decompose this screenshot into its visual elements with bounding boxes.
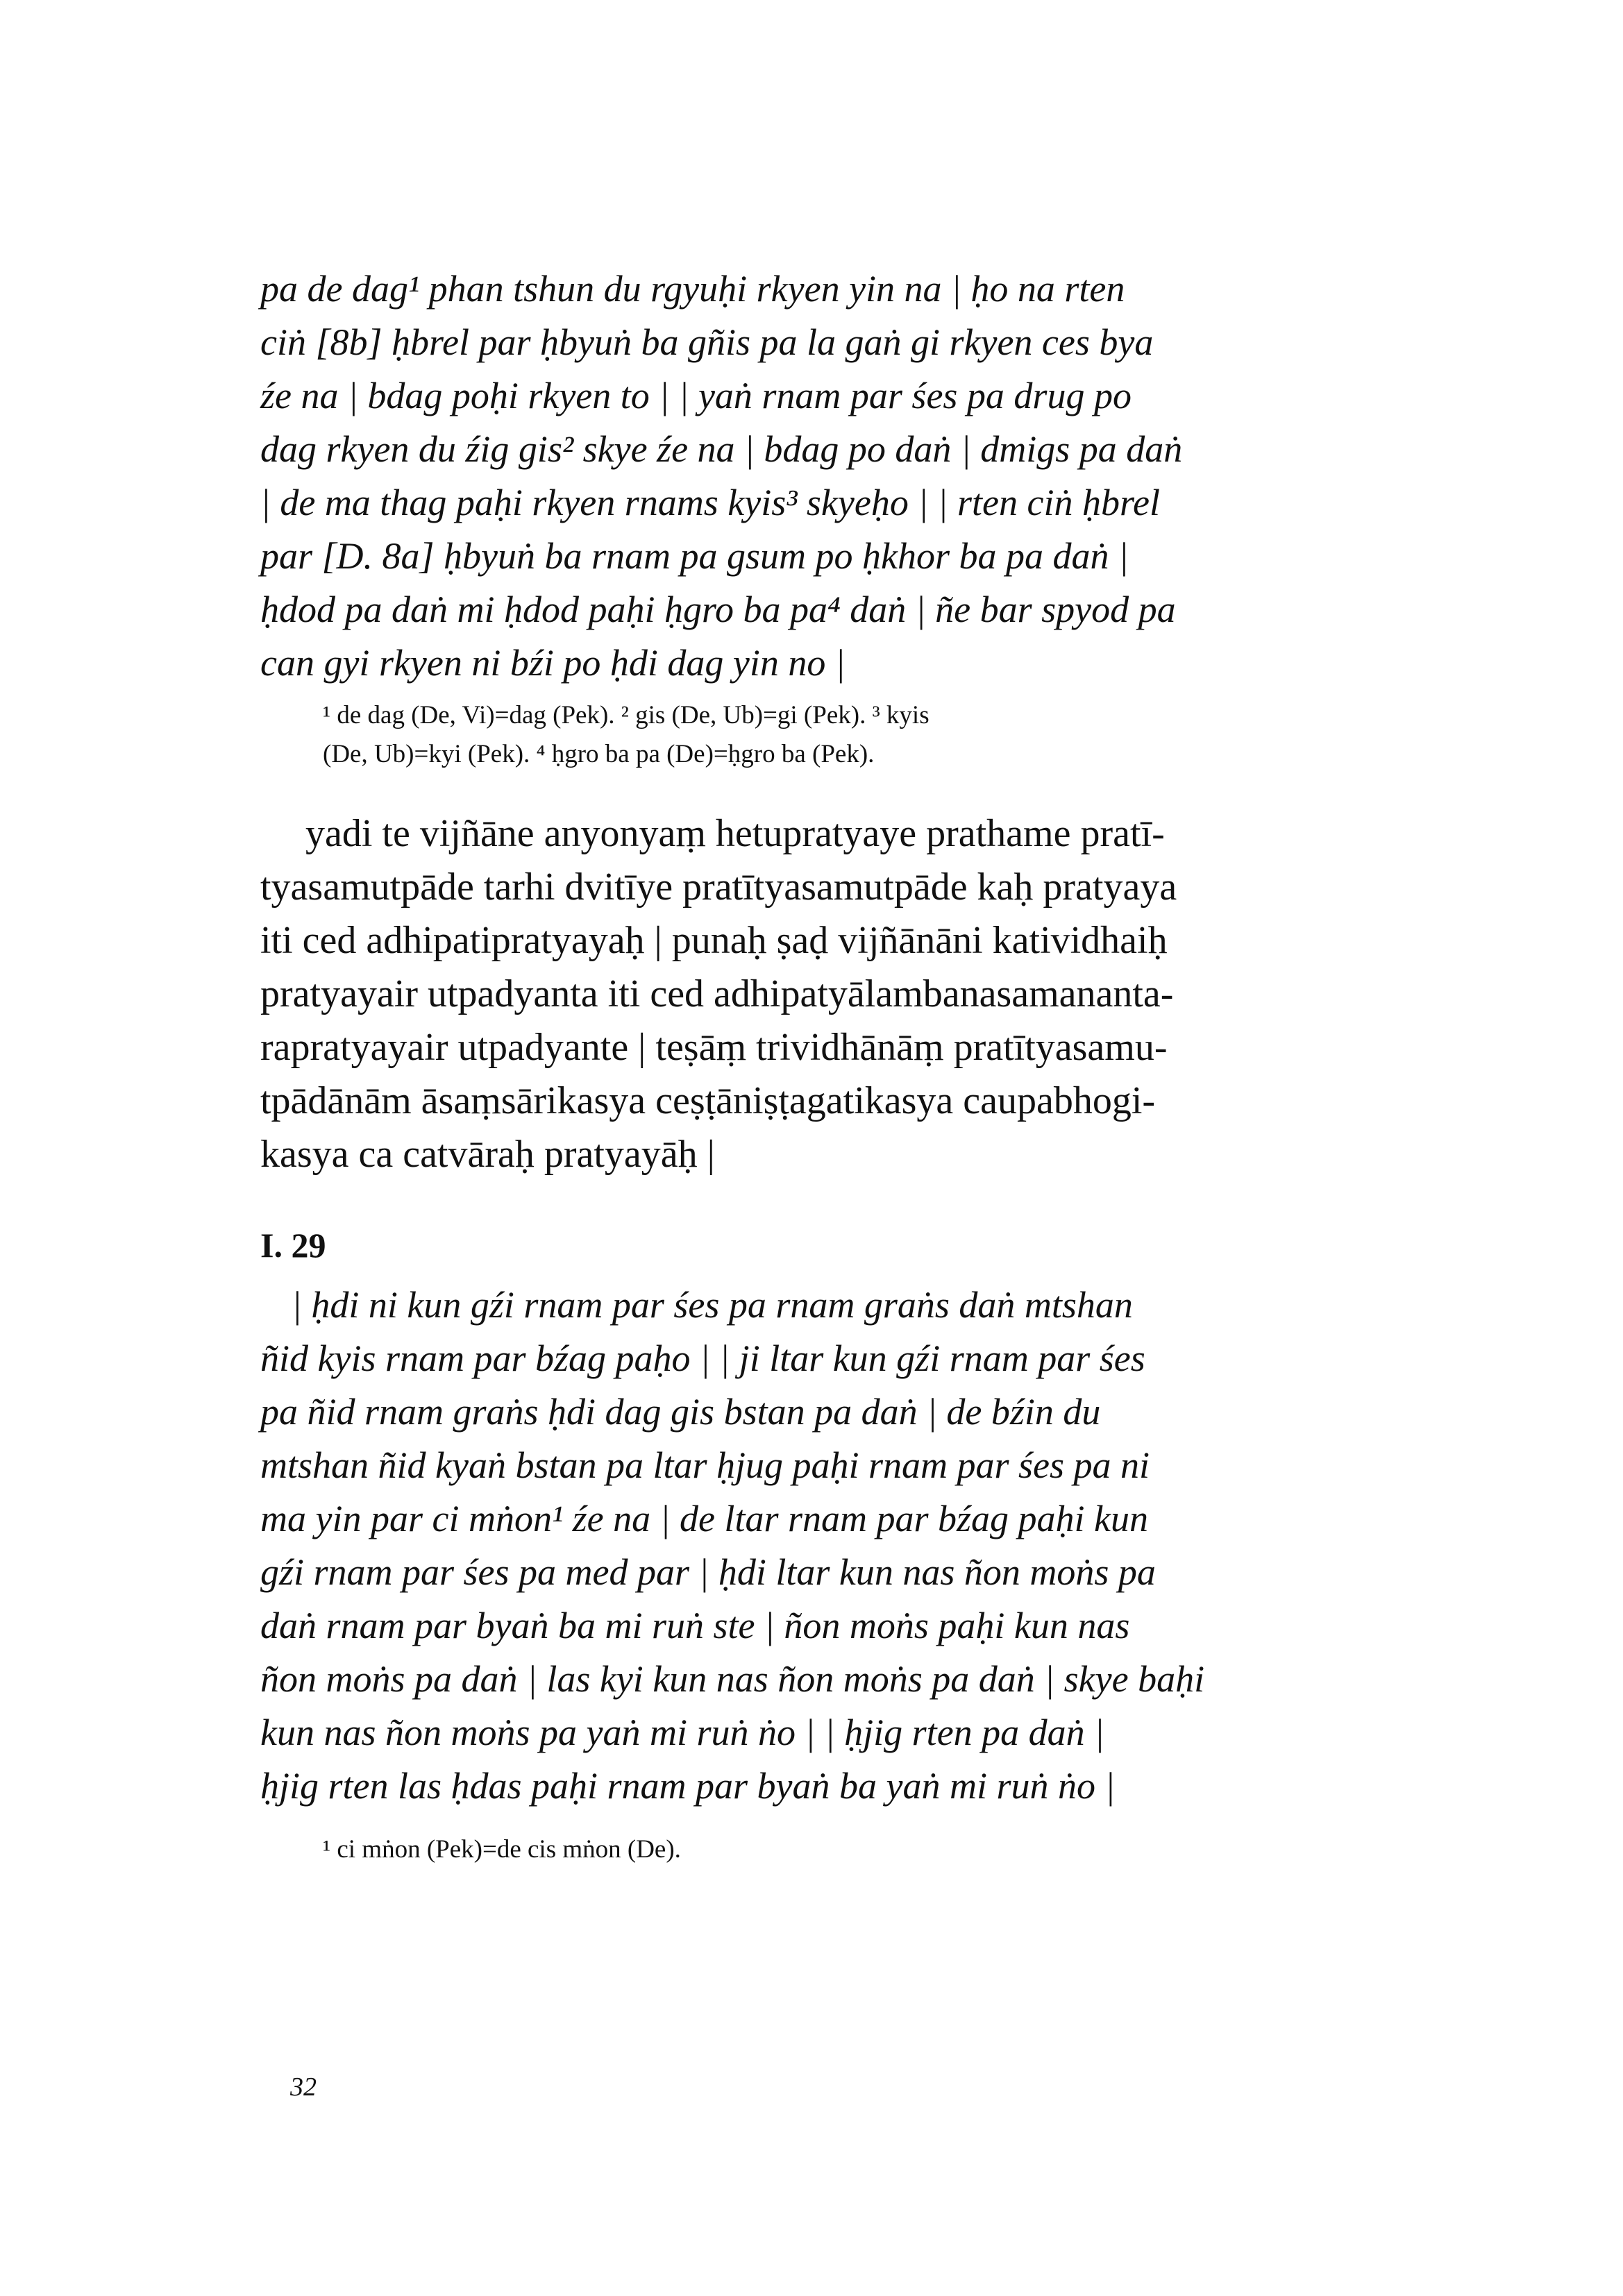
sanskrit-passage xyxy=(260,807,1416,1181)
text-line: tpādānām āsaṃsārikasya ceṣṭāniṣṭagatikasya caupabhogi- xyxy=(260,1079,1156,1122)
text-line: kasya ca catvāraḥ pratyayāḥ | xyxy=(260,1133,715,1176)
text-line: źe na | bdag poḥi rkyen to | | yaṅ rnam par śes pa drug po xyxy=(260,375,1132,416)
text-line: daṅ rnam par byaṅ ba mi ruṅ ste | ñon moṅs paḥi kun nas xyxy=(260,1605,1130,1646)
footnotes-block-1 xyxy=(323,696,1364,774)
footnote-line: ¹ de dag (De, Vi)=dag (Pek). ² gis (De, Ub)=gi (Pek). ³ kyis xyxy=(323,701,930,729)
text-line: pa de dag¹ phan tshun du rgyuḥi rkyen yin na | ḥo na rten xyxy=(260,268,1125,310)
text-line: par [D. 8a] ḥbyuṅ ba rnam pa gsum po ḥkhor ba pa daṅ | xyxy=(260,535,1129,577)
text-line: rapratyayair utpadyante | teṣāṃ trividhānāṃ pratītyasamu- xyxy=(260,1026,1168,1069)
text-line: ḥjig rten las ḥdas paḥi rnam par byaṅ ba yaṅ mi ruṅ ṅo | xyxy=(260,1765,1116,1807)
section-heading: I. 29 xyxy=(260,1226,326,1265)
tibetan-passage-2 xyxy=(260,1278,1371,1813)
text-line: | ḥdi ni kun gźi rnam par śes pa rnam graṅs daṅ mtshan xyxy=(292,1284,1133,1326)
text-line: | de ma thag paḥi rkyen rnams kyis³ skyeḥo | | rten ciṅ ḥbrel xyxy=(260,482,1160,523)
text-line: ciṅ [8b] ḥbrel par ḥbyuṅ ba gñis pa la gaṅ gi rkyen ces bya xyxy=(260,321,1154,363)
text-line: can gyi rkyen ni bźi po ḥdi dag yin no | xyxy=(260,642,846,684)
text-line: pratyayair utpadyanta iti ced adhipatyālambanasamananta- xyxy=(260,972,1174,1015)
text-line: iti ced adhipatipratyayaḥ | punaḥ ṣaḍ vijñānāni katividhaiḥ xyxy=(260,919,1168,962)
text-line: ñid kyis rnam par bźag paḥo | | ji ltar kun gźi rnam par śes xyxy=(260,1337,1145,1379)
footnote-block-2 xyxy=(323,1830,1364,1869)
footnote-line: ¹ ci mṅon (Pek)=de cis mṅon (De). xyxy=(323,1835,681,1864)
text-line: yadi te vijñāne anyonyaṃ hetupratyaye prathame pratī- xyxy=(305,812,1165,855)
text-line: tyasamutpāde tarhi dvitīye pratītyasamutpāde kaḥ pratyaya xyxy=(260,866,1177,909)
text-line: dag rkyen du źig gis² skye źe na | bdag po daṅ | dmigs pa daṅ xyxy=(260,428,1183,470)
text-line: pa ñid rnam graṅs ḥdi dag gis bstan pa daṅ | de bźin du xyxy=(260,1391,1101,1433)
text-line: ñon moṅs pa daṅ | las kyi kun nas ñon moṅs pa daṅ | skye baḥi xyxy=(260,1658,1205,1700)
text-line: ma yin par ci mṅon¹ źe na | de ltar rnam par bźag paḥi kun xyxy=(260,1498,1148,1539)
footnote-line: (De, Ub)=kyi (Pek). ⁴ ḥgro ba pa (De)=ḥgro ba (Pek). xyxy=(323,740,875,768)
text-line: mtshan ñid kyaṅ bstan pa ltar ḥjug paḥi rnam par śes pa ni xyxy=(260,1444,1150,1486)
text-line: gźi rnam par śes pa med par | ḥdi ltar kun nas ñon moṅs pa xyxy=(260,1551,1156,1593)
page-number: 32 xyxy=(290,2073,317,2102)
text-line: ḥdod pa daṅ mi ḥdod paḥi ḥgro ba pa⁴ daṅ | ñe bar spyod pa xyxy=(260,589,1176,630)
text-line: kun nas ñon moṅs pa yaṅ mi ruṅ ṅo | | ḥjig rten pa daṅ | xyxy=(260,1712,1105,1753)
tibetan-passage-1 xyxy=(260,262,1371,690)
